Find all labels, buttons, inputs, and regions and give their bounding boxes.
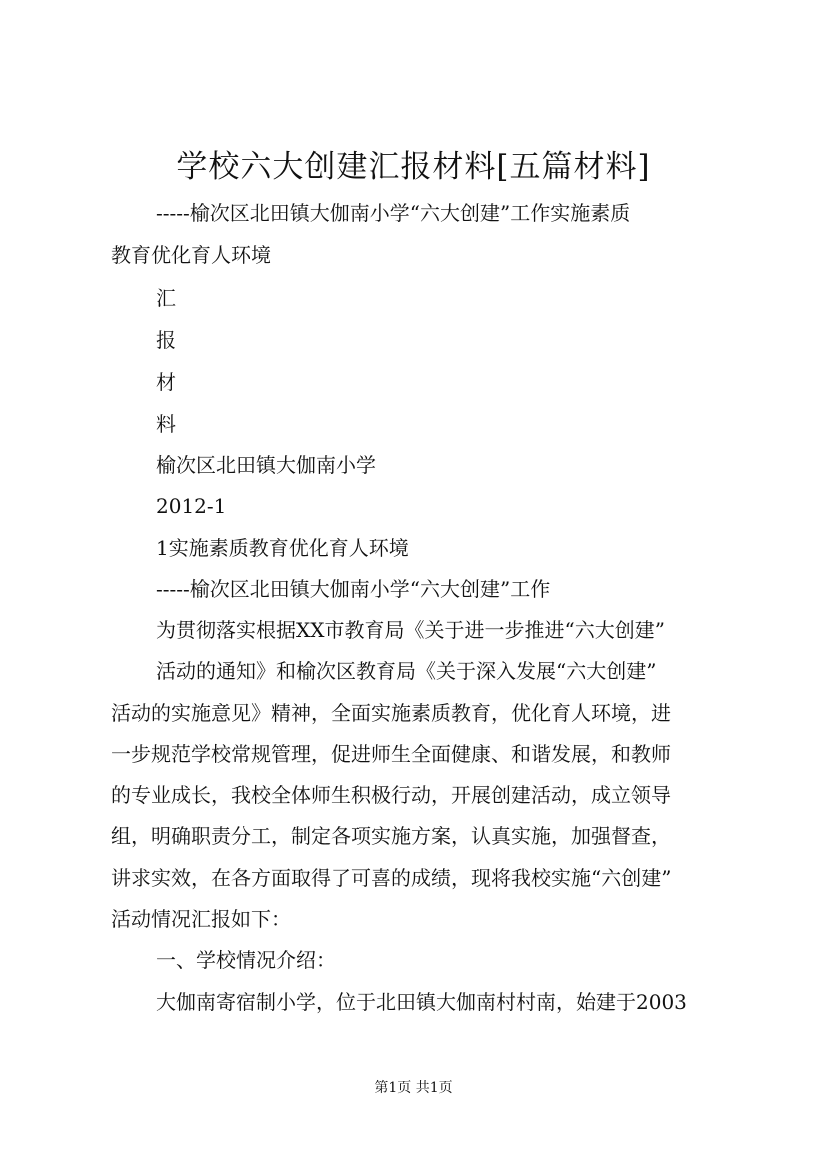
body-line-2: 活动的通知》和榆次区教育局《关于深入发展“六大创建”: [156, 659, 657, 683]
school-intro-line-1: 大伽南寄宿制小学，位于北田镇大伽南村村南，始建于2003: [156, 990, 687, 1014]
subtitle-line-2: 教育优化育人环境: [111, 243, 271, 267]
subtitle-line-1: -----榆次区北田镇大伽南小学“六大创建”工作实施素质: [156, 201, 631, 225]
school-name: 榆次区北田镇大伽南小学: [156, 453, 376, 477]
vertical-char-hui: 汇: [156, 286, 176, 310]
section-subheading: -----榆次区北田镇大伽南小学“六大创建”工作: [156, 577, 551, 601]
body-line-8: 活动情况汇报如下：: [111, 907, 291, 931]
body-line-4: 一步规范学校常规管理，促进师生全面健康、和谐发展，和教师: [111, 742, 671, 766]
body-line-1: 为贯彻落实根据XX市教育局《关于进一步推进“六大创建”: [156, 618, 665, 642]
vertical-char-liao: 料: [156, 412, 176, 436]
body-line-5: 的专业成长，我校全体师生积极行动，开展创建活动，成立领导: [111, 783, 671, 807]
vertical-char-bao: 报: [156, 328, 176, 352]
section-heading: 1实施素质教育优化育人环境: [156, 536, 409, 560]
report-date: 2012-1: [156, 494, 227, 518]
body-line-7: 讲求实效，在各方面取得了可喜的成绩，现将我校实施“六创建”: [111, 866, 672, 890]
vertical-char-cai: 材: [156, 370, 176, 394]
document-title: 学校六大创建汇报材料[五篇材料]: [176, 149, 651, 185]
page-footer: 第1页 共1页: [374, 1080, 453, 1096]
body-line-6: 组，明确职责分工，制定各项实施方案，认真实施，加强督查，: [111, 824, 671, 848]
body-line-3: 活动的实施意见》精神，全面实施素质教育，优化育人环境，进: [111, 701, 671, 725]
school-intro-heading: 一、学校情况介绍：: [156, 948, 336, 972]
